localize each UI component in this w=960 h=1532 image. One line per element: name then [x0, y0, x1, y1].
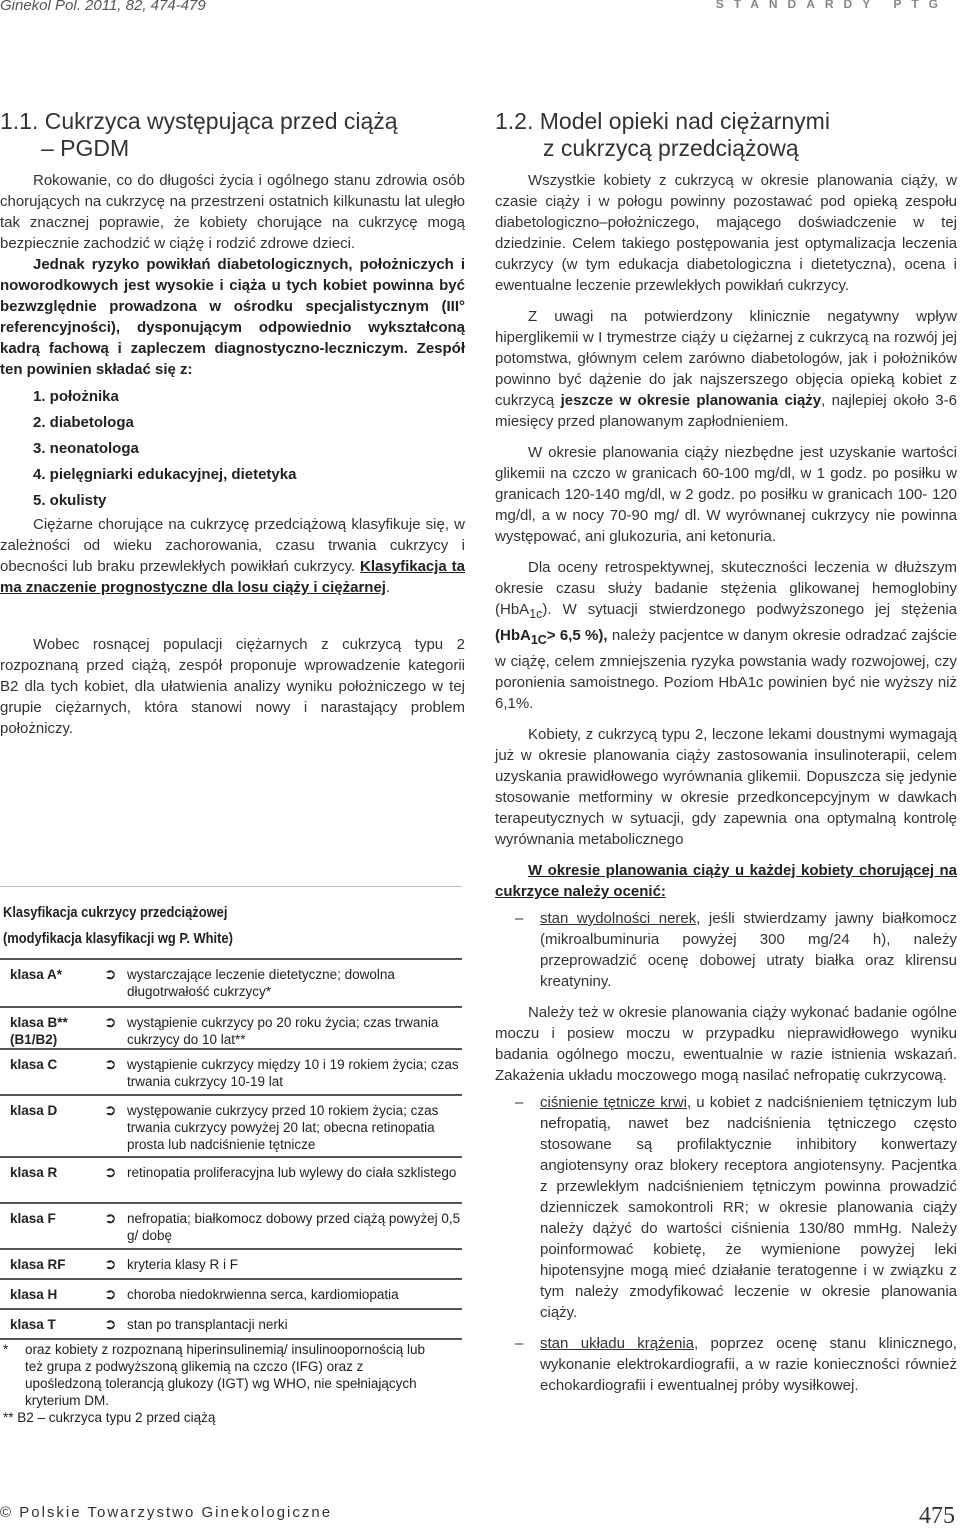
dash-item-title: ciśnienie tętnicze krwi,: [540, 1094, 692, 1111]
section-heading-1-2: [495, 108, 957, 162]
team-list: [0, 384, 465, 514]
dash-mark: –: [515, 910, 524, 927]
paragraph: Wszystkie kobiety z cukrzycą w okresie planowania ciąży, w czasie ciąży i w połogu powinny pozostawać pod opieką zespołu diabetologiczno–położniczego, mającego doświadczenie w tej dziedzinie. Celem takiego postępowania jest optymalizacja leczenia cukrzycy (w tym edukacja diabetologiczna i dietetyczna), ocena i ewentualne leczenie przewlekłych powikłań cukrzycy.: [495, 172, 957, 294]
paragraph: Kobiety, z cukrzycą typu 2, leczone lekami doustnymi wymagają już w okresie planowania ciąży zastosowania insulinoterapii, celem uzyskania prawidłowego wyrównania glikemii. Dopuszcza się jedynie stosowanie metforminy w okresie przedkoncepcyjnym w dawkach terapeutycznych w sytuacji, gdy zapewnia ona optymalną kontrolę wyrównania metabolicznego: [495, 726, 957, 848]
paragraph: [0, 514, 465, 598]
dash-item: [495, 1333, 957, 1396]
class-key: klasa R: [10, 1165, 58, 1180]
paragraph-text: Dla oceny retrospektywnej, skuteczności leczenia w dłuższym okresie czasu służy badanie stężenia glikowanej hemoglobiny (HbA: [495, 559, 957, 618]
table-row: [0, 1278, 462, 1308]
emphasis-text: > 6,5 %),: [546, 627, 608, 644]
table-row: [0, 1094, 462, 1156]
dash-item-title: stan układu krążenia,: [540, 1335, 699, 1352]
class-key: klasa B** (B1/B2): [10, 1015, 68, 1047]
heading-line1: 1.2. Model opieki nad ciężarnymi: [495, 108, 830, 134]
paragraph: [495, 557, 957, 714]
table-row: [0, 958, 462, 1006]
table-title: [3, 900, 278, 952]
dash-item: [495, 1092, 957, 1323]
page-number: 475: [919, 1503, 955, 1529]
class-desc: występowanie cukrzycy przed 10 rokiem życia; czas trwania cukrzycy powyżej 20 lat; obecna retinopatia prosta lub nadciśnienie tętnicze: [127, 1103, 439, 1152]
class-key: klasa C: [10, 1057, 58, 1072]
table-row: [0, 1156, 462, 1202]
paragraph-text: Ciężarne chorujące na cukrzycę przedciążową klasyfikuje się, w zależności od wieku zachorowania, czasu trwania cukrzycy i obecności lub braku przewlekłych powikłań cukrzycy.: [0, 516, 465, 575]
table-title-line2: (modyfikacja klasyfikacji wg P. White): [3, 930, 233, 947]
table-row: [0, 1248, 462, 1278]
arrow-icon: ➲: [104, 1316, 117, 1333]
class-desc: wystąpienie cukrzycy między 10 i 19 rokiem życia; czas trwania cukrzycy 10-19 lat: [127, 1057, 459, 1089]
paragraph-text: Z uwagi na potwierdzony klinicznie negatywny wpływ hiperglikemii w I trymestrze ciąży u ciężarnej z cukrzycą na rozwój jej potomstwa, głównym celem zarówno diabetologów, jak i położników powinno być dążenie do jak najszerszego objęcia opieką kobiet z cukrzycą: [495, 308, 957, 409]
classification-table: [0, 958, 462, 1340]
table-title-line1: Klasyfikacja cukrzycy przedciążowej: [3, 904, 228, 921]
class-key: klasa F: [10, 1211, 56, 1226]
journal-citation: Ginekol Pol. 2011, 82, 474-479: [0, 0, 206, 14]
paragraph: Wobec rosnącej populacji ciężarnych z cukrzycą typu 2 rozpoznaną przed ciążą, zespół proponuje wprowadzenie kategorii B2 dla tych kobiet, dla ułatwienia analizy wyniku położniczego w tej grupie ciężarnych, która stanowi nowy i narastający problem położniczy.: [0, 636, 465, 737]
paragraph-text: należy pacjentce w danym okresie odradzać zajście w ciążę, celem zmniejszenia ryzyka powstania wady rozwojowej, czy poronienia samoistnego. Poziom HbA1c powinien być nie wyższy niż 6,1%.: [495, 627, 957, 712]
table-notes: [3, 1341, 425, 1426]
paragraph-bold: Jednak ryzyko powikłań diabetologicznych, położniczych i noworodkowych jest wysokie i ciąża u tych kobiet powinna być bezwzględnie prowadzona w ośrodku specjalistycznym (III° referencyjności), dysponującym odpowiednio wykształconą kadrą fachową i zapleczem diagnostyczno-leczniczym. Zespół ten powinien składać się z:: [0, 256, 465, 378]
left-column: [0, 108, 465, 739]
right-column: [495, 108, 957, 1396]
emphasis: jeszcze w okresie planowania ciąży: [560, 392, 822, 409]
class-key: klasa T: [10, 1317, 56, 1332]
class-desc: retinopatia proliferacyjna lub wylewy do ciała szklistego: [127, 1165, 457, 1180]
section-heading-1-1: [0, 108, 465, 162]
arrow-icon: ➲: [104, 1102, 117, 1119]
class-desc: wystąpienie cukrzycy po 20 roku życia; czas trwania cukrzycy do 10 lat**: [127, 1015, 439, 1047]
heading-line2: z cukrzycą przedciążową: [543, 135, 799, 161]
emphasis-text: (HbA: [495, 627, 531, 644]
arrow-icon: ➲: [104, 1164, 117, 1181]
class-desc: choroba niedokrwienna serca, kardiomiopatia: [127, 1287, 399, 1302]
table-row: [0, 1202, 462, 1248]
class-desc: stan po transplantacji nerki: [127, 1317, 288, 1332]
subscript: 1c: [529, 607, 543, 621]
dash-item-text: u kobiet z nadciśnieniem tętniczym lub nefropatią, nawet bez nadciśnienia tętniczego często stosowane są profilaktycznie inhibitory konwertazy angiotensyny oraz blokery receptora angiotensyny. Pacjentka z przewlekłym nadciśnieniem tętniczym powinna prowadzić dzienniczek samokontroli RR; w okresie planowania ciąży należy dążyć do wartości ciśnienia 130/80 mmHg. Należy poinformować kobietę, że wymienione powyżej leki hipotensyjne mogą mieć działanie teratogenne i w związku z tym należy zmodyfikować leczenie w okresie planowania ciąży.: [540, 1094, 957, 1321]
dash-item: [495, 908, 957, 992]
class-key: klasa H: [10, 1287, 58, 1302]
class-key: klasa D: [10, 1103, 58, 1118]
heading-line1: 1.1. Cukrzyca występująca przed ciążą: [0, 108, 398, 134]
paragraph-text: ). W sytuacji stwierdzonego podwyższonego jej stężenia: [542, 601, 957, 618]
dash-item-text: , jeśli stwierdzamy jawny białkomocz (mikroalbuminuria powyżej 300 mg/24 h), należy przeprowadzić ocenę dobowej utraty białka oraz klirensu kreatyniny.: [540, 910, 957, 990]
class-desc: wystarczające leczenie dietetyczne; dowolna długotrwałość cukrzycy*: [127, 967, 395, 999]
paragraph: Należy też w okresie planowania ciąży wykonać badanie ogólne moczu i posiew moczu w przypadku nieprawidłowego wyniku badania ogólnego moczu, ewentualnie w razie istnienia wskazań. Zakażenia układu moczowego mogą nasilać nefropatię cukrzycową.: [495, 1004, 957, 1084]
class-desc: nefropatia; białkomocz dobowy przed ciążą powyżej 0,5 g/ dobę: [127, 1211, 461, 1243]
footnote-text: oraz kobiety z rozpoznaną hiperinsulinemią/ insulinoopornością lub też grupa z podwyższoną glikemią na czczo (IFG) oraz z upośledzoną tolerancją glukozy (IGT) wg WHO, nie spełniających kryterium DM.: [25, 1342, 425, 1408]
series-label: STANDARDY PTG: [715, 0, 948, 11]
paragraph: W okresie planowania ciąży niezbędne jest uzyskanie wartości glikemii na czczo w granicach 60-100 mg/dl, w 1 godz. po posiłku w granicach 120-140 mg/dl, w 2 godz. po posiłku w granicach 100- 120 mg/dl, a w nocy 70-90 mg/ dl. W wyrównanej cukrzycy nie powinna występować, ani glukozuria, ani ketonuria.: [495, 444, 957, 545]
arrow-icon: ➲: [104, 1286, 117, 1303]
emphasis: Klasyfikacja ta ma znaczenie prognostyczne dla losu ciąży i ciężarnej: [0, 558, 465, 596]
emphasis: [495, 627, 608, 647]
subheading: W okresie planowania ciąży u każdej kobiety chorującej na cukrzyce należy ocenić:: [495, 862, 957, 900]
footnote: [3, 1341, 425, 1409]
table-row: [0, 1006, 462, 1048]
class-key: klasa RF: [10, 1257, 66, 1272]
class-key: klasa A*: [10, 967, 63, 982]
subscript: 1C: [530, 633, 547, 647]
divider: [0, 886, 462, 887]
list-item: 4. pielęgniarki edukacyjnej, dietetyka: [33, 466, 297, 483]
arrow-icon: ➲: [104, 1210, 117, 1227]
arrow-icon: ➲: [104, 1014, 117, 1031]
arrow-icon: ➲: [104, 1256, 117, 1273]
dash-mark: –: [515, 1335, 524, 1352]
dash-item-text: poprzez ocenę stanu klinicznego, wykonanie elektrokardiografii, a w razie konieczności również echokardiografii i ewentualnej próby wysiłkowej.: [540, 1335, 957, 1394]
arrow-icon: ➲: [104, 966, 117, 983]
dash-item-title: stan wydolności nerek: [540, 910, 697, 927]
table-row: [0, 1308, 462, 1340]
list-item: 5. okulisty: [33, 492, 107, 509]
list-item: 1. położnika: [33, 388, 119, 405]
paragraph-text: , najlepiej około 3-6 miesięcy przed planowanym zapłodnieniem.: [495, 392, 957, 430]
footnote-mark: *: [3, 1342, 9, 1357]
paragraph: [495, 306, 957, 432]
dash-mark: –: [515, 1094, 524, 1111]
heading-line2: – PGDM: [41, 135, 130, 161]
arrow-icon: ➲: [104, 1056, 117, 1073]
footer-society: © Polskie Towarzystwo Ginekologiczne: [0, 1504, 333, 1521]
list-item: 2. diabetologa: [33, 414, 134, 431]
footnote: ** B2 – cukrzyca typu 2 przed ciążą: [3, 1410, 216, 1425]
class-desc: kryteria klasy R i F: [127, 1257, 239, 1272]
list-item: 3. neonatologa: [33, 440, 139, 457]
period: .: [385, 579, 391, 596]
paragraph: Rokowanie, co do długości życia i ogólnego stanu zdrowia osób chorujących na cukrzycę na przestrzeni ostatnich kilkunastu lat uległo tak znacznej poprawie, że kobiety chorujące na cukrzycę mogą bezpiecznie zachodzić w ciążę i rodzić zdrowe dzieci.: [0, 172, 465, 252]
table-row: [0, 1048, 462, 1094]
